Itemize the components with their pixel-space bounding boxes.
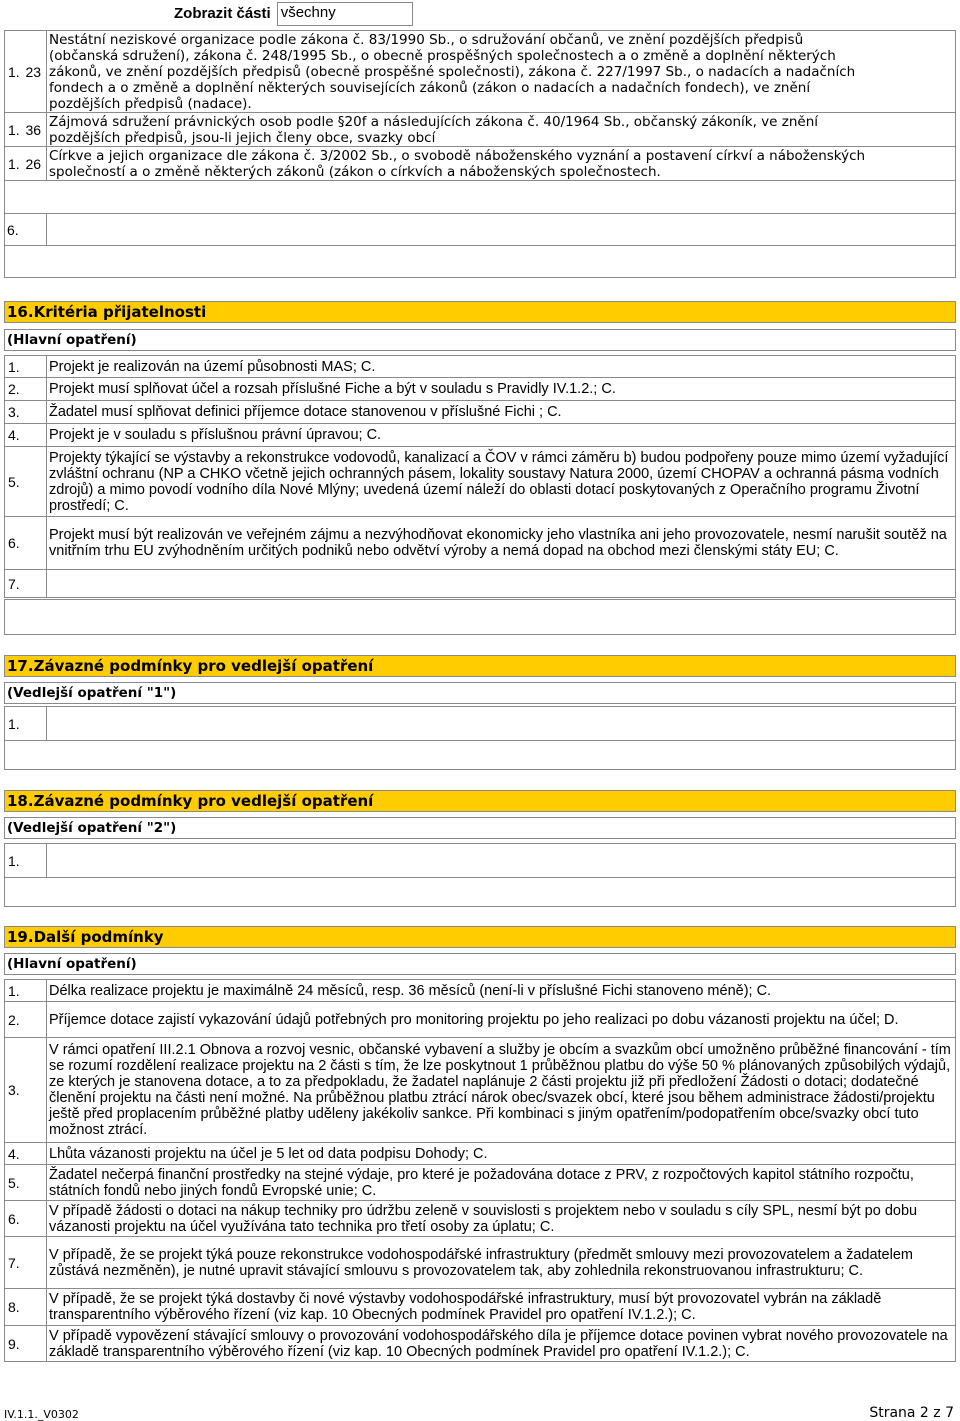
item-number: 2. — [5, 1002, 47, 1038]
table-row — [5, 246, 956, 278]
table-row — [5, 424, 956, 447]
item-number: 9. — [5, 1326, 47, 1362]
item-text — [47, 707, 956, 741]
section-16-title: 16.Kritéria přijatelnosti — [4, 301, 956, 323]
row-text — [47, 147, 956, 181]
item-number: 3. — [5, 1038, 47, 1143]
item-number: 1. — [5, 707, 47, 741]
section-19-subtitle: (Hlavní opatření) — [4, 953, 956, 975]
page-number: Strana 2 z 7 — [869, 1405, 954, 1421]
table-row — [5, 1143, 956, 1165]
row-text — [47, 31, 956, 113]
table-row — [5, 844, 956, 878]
item-number: 5. — [5, 447, 47, 517]
item-text: V případě, že se projekt týká pouze rekonstrukce vodohospodářské infrastruktury (předmět smlouvy mezi provozovatelem a žadatelem zůstává nezměněn), je nutné upravit stávající smlouvu s provozovatelem tak, aby zohlednila rekonstruovanou infrastrukturu; C. — [47, 1237, 956, 1289]
row-number: 1. — [5, 113, 26, 147]
text-line: pozdějších předpisů (nadace). — [49, 95, 252, 112]
row-number: 6. — [5, 214, 47, 246]
row-code: 36 — [26, 113, 47, 147]
row-number: 1. — [5, 31, 26, 113]
item-number: 8. — [5, 1289, 47, 1326]
legal-forms-table — [4, 30, 956, 278]
item-text: Projekt musí být realizován ve veřejném zájmu a nezvýhodňovat ekonomicky jeho vlastníka ani jeho provozovatele, nesmí narušit soutěž na vnitřním trhu EU zvýhodněním určitých podniků nebo odvětví výroby a nemá dopad na obchod mezi členskými státy EU; C. — [47, 517, 956, 570]
table-row — [5, 1289, 956, 1326]
section-17-title: 17.Závazné podmínky pro vedlejší opatření — [4, 655, 956, 677]
conditions-table — [4, 979, 956, 1362]
text-line: Zájmová sdružení právnických osob podle §20f a následujících zákona č. 40/1964 Sb., občanský zákoník, ve znění — [49, 113, 819, 130]
blank-row — [4, 599, 956, 635]
item-text: Lhůta vázanosti projektu na účel je 5 let od data podpisu Dohody; C. — [47, 1143, 956, 1165]
table-row — [5, 113, 956, 147]
table-row — [5, 181, 956, 214]
blank-row — [4, 877, 956, 907]
empty-cell — [5, 181, 956, 214]
section-18-title: 18.Závazné podmínky pro vedlejší opatření — [4, 790, 956, 812]
text-line: Nestátní neziskové organizace podle zákona č. 83/1990 Sb., o sdružování občanů, ve znění pozdějších předpisů — [49, 31, 804, 48]
item-number: 6. — [5, 1201, 47, 1237]
item-text: V případě vypovězení stávající smlouvy o provozování vodohospodářského díla je příjemce dotace povinen vybrat nového provozovatele na základě transparentního výběrového řízení (viz kap. 10 Obecných podmínek Pravidel pro opatření IV.1.2.); C. — [47, 1326, 956, 1362]
table-row — [5, 356, 956, 378]
section-16-subtitle: (Hlavní opatření) — [4, 329, 956, 351]
item-text: Projekt je realizován na území působnosti MAS; C. — [47, 356, 956, 378]
criteria-table — [4, 355, 956, 598]
section-18-subtitle: (Vedlejší opatření "2") — [4, 817, 956, 839]
table-row — [5, 980, 956, 1002]
table-row — [5, 1002, 956, 1038]
text-line: fondech a o změně a doplnění některých souvisejících zákonů (zákon o nadacích a nadačních fondech), ve znění — [49, 79, 811, 96]
item-text: Příjemce dotace zajistí vykazování údajů potřebných pro monitoring projektu po jeho realizaci po dobu vázanosti projektu na účel; D. — [47, 1002, 956, 1038]
document-code: IV.1.1._V0302 — [4, 1408, 79, 1421]
item-text: V rámci opatření III.2.1 Obnova a rozvoj vesnic, občanské vybavení a služby je obcím a svazkům obcí umožněno průběžné financování - tím se rozumí rozdělení realizace projektu na 2 části s tím, že lze poskytnout 1 průběžnou platbu do výše 50 % plánovaných způsobilých výdajů, ze kterých je stanovena dotace, a to za předpokladu, že žadatel naplánuje 2 části projektu již při předložení Žádosti o dotaci; dodatečné členění projektu na části není možné. Na průběžnou platbu ztrácí nárok obec/svazek obcí, které jsou během administrace žádosti/projektu ještě před proplacením průběžné platby uděleny jakékoliv sankce. Při kombinaci s jiným opatřením/podopatřením obce/svazky obcí tuto možnost ztrácí. — [47, 1038, 956, 1143]
empty-cell — [5, 246, 956, 278]
table-row — [5, 401, 956, 424]
filter-label: Zobrazit části — [174, 5, 271, 22]
row-text — [47, 113, 956, 147]
filter-bar — [174, 2, 413, 26]
row-number: 1. — [5, 147, 26, 181]
item-text: Žadatel musí splňovat definici příjemce dotace stanovenou v příslušné Fichi ; C. — [47, 401, 956, 424]
table-row — [5, 1326, 956, 1362]
section-19-title: 19.Další podmínky — [4, 926, 956, 948]
item-text: V případě, že se projekt týká dostavby či nové výstavby vodohospodářské infrastruktury, musí být provozovatel vybrán na základě transparentního výběrového řízení (viz kap. 10 Obecných podmínek Pravidel pro opatření IV.1.2.); C. — [47, 1289, 956, 1326]
table-row — [5, 1038, 956, 1143]
item-text: Délka realizace projektu je maximálně 24 měsíců, resp. 36 měsíců (není-li v příslušné Fichi stanoveno méně); C. — [47, 980, 956, 1002]
table-row — [5, 707, 956, 741]
item-text: Projekt je v souladu s příslušnou právní úpravou; C. — [47, 424, 956, 447]
item-text: Projekt musí splňovat účel a rozsah příslušné Fiche a být v souladu s Pravidly IV.1.2.; C. — [47, 378, 956, 401]
table-row — [5, 214, 956, 246]
text-line: pozdějších předpisů, jsou-li jejich členy obce, svazky obcí — [49, 129, 436, 146]
table-row — [5, 1237, 956, 1289]
table-row — [5, 31, 956, 113]
text-line: společností a o změně některých zákonů (zákon o církvích a náboženských společnostech. — [49, 163, 661, 180]
condition-table — [4, 706, 956, 741]
table-row — [5, 1165, 956, 1201]
blank-row — [4, 740, 956, 770]
item-number: 7. — [5, 570, 47, 598]
table-row — [5, 447, 956, 517]
item-number: 4. — [5, 1143, 47, 1165]
row-code: 23 — [26, 31, 47, 113]
empty-cell — [47, 214, 956, 246]
text-line: Církve a jejich organizace dle zákona č. 3/2002 Sb., o svobodě náboženského vyznání a postavení církví a náboženských — [49, 147, 866, 164]
item-number: 1. — [5, 356, 47, 378]
item-text: Projekty týkající se výstavby a rekonstrukce vodovodů, kanalizací a ČOV v rámci záměru b) budou podpořeny pouze mimo území vyžadující zvláštní ochranu (NP a CHKO včetně jejich ochranných pásem, lokality soustavy Natura 2000, území CHOPAV a ochranná pásma vodních zdrojů) a mimo povodí vodního díla Nové Mlýny; uvedená území náleží do oblasti dotací poskytovaných z Operačního programu Životní prostředí; C. — [47, 447, 956, 517]
item-text — [47, 570, 956, 598]
table-row — [5, 1201, 956, 1237]
table-row — [5, 570, 956, 598]
item-number: 5. — [5, 1165, 47, 1201]
text-line: zákonů, ve znění pozdějších předpisů (obecně prospěšné společnosti), zákona č. 227/1997 Sb., o nadacích a nadačních — [49, 63, 856, 80]
table-row — [5, 517, 956, 570]
item-number: 4. — [5, 424, 47, 447]
item-number: 2. — [5, 378, 47, 401]
item-number: 6. — [5, 517, 47, 570]
item-text — [47, 844, 956, 878]
section-17-subtitle: (Vedlejší opatření "1") — [4, 682, 956, 704]
item-number: 3. — [5, 401, 47, 424]
table-row — [5, 378, 956, 401]
item-number: 1. — [5, 844, 47, 878]
item-text: Žadatel nečerpá finanční prostředky na stejné výdaje, pro které je požadována dotace z PRV, z rozpočtových kapitol státního rozpočtu, státních fondů nebo jiných fondů Evropské unie; C. — [47, 1165, 956, 1201]
text-line: (občanská sdružení), zákona č. 248/1995 Sb., o obecně prospěšných společnostech a o změně a doplnění některých — [49, 47, 836, 64]
table-row — [5, 147, 956, 181]
filter-select[interactable]: všechny — [277, 2, 413, 26]
item-number: 1. — [5, 980, 47, 1002]
item-number: 7. — [5, 1237, 47, 1289]
row-code: 26 — [26, 147, 47, 181]
item-text: V případě žádosti o dotaci na nákup techniky pro údržbu zeleně v souvislosti s projektem nebo v souladu s cíly SPL, nesmí být po dobu vázanosti projektu na účel využívána tato technika pro třetí osoby za úplatu; C. — [47, 1201, 956, 1237]
condition-table — [4, 843, 956, 878]
